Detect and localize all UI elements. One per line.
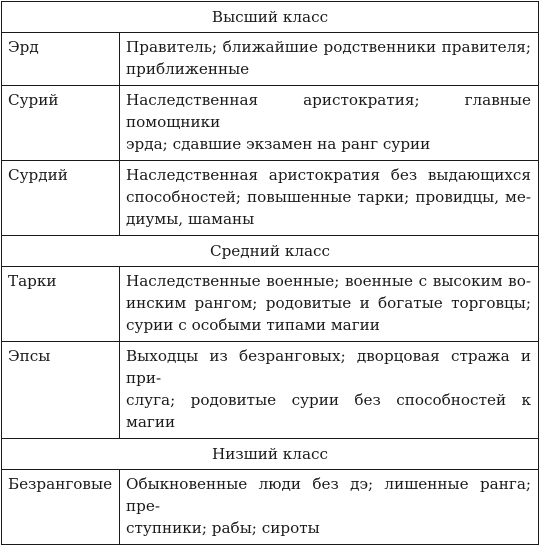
table-row bbox=[2, 86, 539, 161]
class-term: Тарки bbox=[2, 267, 120, 342]
class-term: Сурий bbox=[2, 86, 120, 161]
class-description bbox=[120, 267, 539, 342]
class-description bbox=[120, 470, 539, 545]
description-line: Наследственная аристократия без выдающихся bbox=[126, 166, 531, 184]
section-header-row bbox=[2, 439, 539, 470]
class-term: Сурдий bbox=[2, 161, 120, 236]
section-heading: Высший класс bbox=[2, 2, 539, 33]
description-line: ступники; рабы; сироты bbox=[126, 519, 320, 537]
table-row bbox=[2, 267, 539, 342]
description-line: способностей; повышенные тарки; провидцы, ме- bbox=[126, 188, 531, 206]
description-line: инским рангом; родовитые и богатые торговцы; bbox=[126, 294, 531, 312]
description-line: Правитель; ближайшие родственники правителя; bbox=[126, 38, 531, 56]
class-description bbox=[120, 342, 539, 439]
class-description bbox=[120, 33, 539, 86]
description-line: слуга; родовитые сурии без способностей к магии bbox=[126, 391, 531, 431]
table-row bbox=[2, 470, 539, 545]
description-line: приближенные bbox=[126, 60, 250, 78]
description-line: эрда; сдавшие экзамен на ранг сурии bbox=[126, 135, 431, 153]
description-line: диумы, шаманы bbox=[126, 210, 255, 228]
description-line: Выходцы из безранговых; дворцовая стража и при- bbox=[126, 347, 531, 387]
class-term: Эрд bbox=[2, 33, 120, 86]
class-description bbox=[120, 161, 539, 236]
description-line: Наследственная аристократия; главные помощники bbox=[126, 91, 531, 131]
table-row bbox=[2, 161, 539, 236]
description-line: сурии с особыми типами магии bbox=[126, 316, 380, 334]
section-header-row bbox=[2, 2, 539, 33]
section-header-row bbox=[2, 236, 539, 267]
class-description bbox=[120, 86, 539, 161]
table-row bbox=[2, 342, 539, 439]
class-term: Эпсы bbox=[2, 342, 120, 439]
class-term: Безранговые bbox=[2, 470, 120, 545]
class-table bbox=[1, 1, 539, 545]
section-heading: Низший класс bbox=[2, 439, 539, 470]
description-line: Обыкновенные люди без дэ; лишенные ранга; пре- bbox=[126, 475, 531, 515]
table-row bbox=[2, 33, 539, 86]
description-line: Наследственные военные; военные с высоким во- bbox=[126, 272, 531, 290]
section-heading: Средний класс bbox=[2, 236, 539, 267]
